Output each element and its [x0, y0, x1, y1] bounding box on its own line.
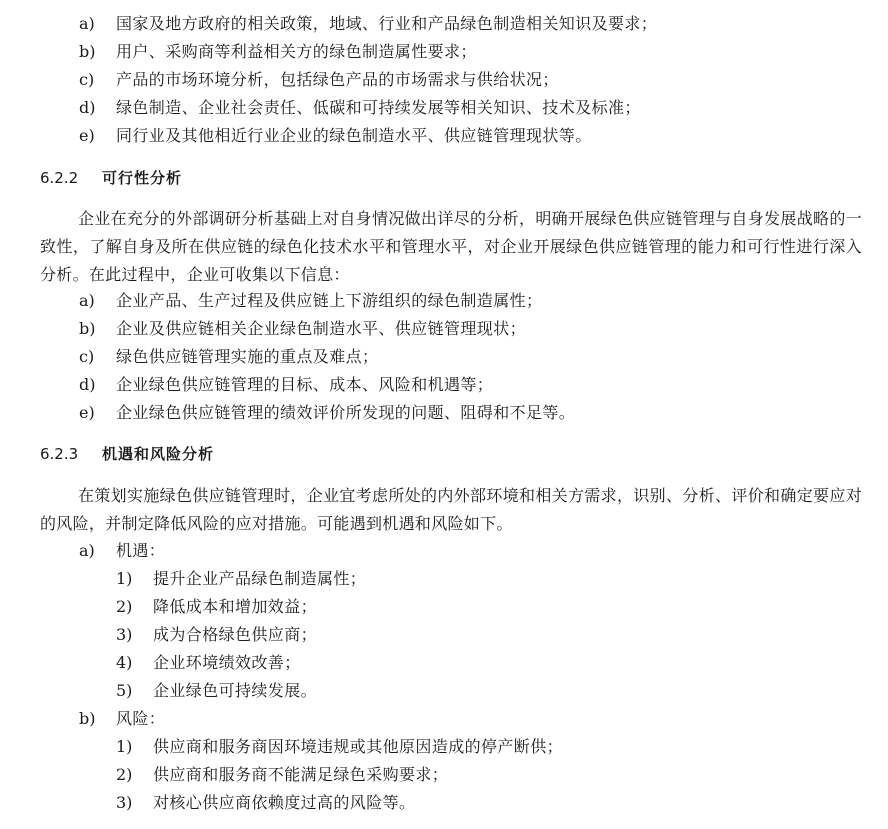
sublist-label: 5)	[116, 681, 133, 700]
sublist-text: 供应商和服务商因环境违规或其他原因造成的停产断供；	[153, 737, 564, 756]
sublist-text: 企业环境绩效改善；	[153, 653, 301, 672]
section-number: 6.2.2	[40, 169, 79, 187]
sublist-text: 降低成本和增加效益；	[153, 597, 318, 616]
list-text: 国家及地方政府的相关政策，地域、行业和产品绿色制造相关知识及要求；	[116, 14, 658, 33]
list-label: a)	[79, 14, 95, 33]
section-paragraph: 在策划实施绿色供应链管理时，企业宜考虑所处的内外部环境和相关方需求，识别、分析、评价和确定要应对的风险，并制定降低风险的应对措施。可能遇到机遇和风险如下。	[40, 486, 862, 533]
list-label: a)	[79, 541, 95, 560]
list-label: d)	[79, 98, 96, 117]
list-label: c)	[79, 347, 95, 366]
sublist-text: 对核心供应商依赖度过高的风险等。	[153, 793, 416, 812]
sublist-text: 提升企业产品绿色制造属性；	[153, 569, 367, 588]
sublist-text: 供应商和服务商不能满足绿色采购要求；	[153, 765, 449, 784]
sublist-text: 企业绿色可持续发展。	[153, 681, 318, 700]
sublist-text: 成为合格绿色供应商；	[153, 625, 318, 644]
list-label: b)	[79, 709, 96, 728]
list-text: 用户、采购商等利益相关方的绿色制造属性要求；	[116, 42, 477, 61]
sublist-label: 1)	[116, 569, 133, 588]
list-label: d)	[79, 375, 96, 394]
sublist-label: 2)	[116, 765, 133, 784]
list-text: 产品的市场环境分析，包括绿色产品的市场需求与供给状况；	[116, 70, 559, 89]
section-title: 机遇和风险分析	[102, 445, 215, 463]
list-label: c)	[79, 70, 95, 89]
list-text: 企业产品、生产过程及供应链上下游组织的绿色制造属性；	[116, 291, 543, 310]
list-label: e)	[79, 403, 95, 422]
list-label: a)	[79, 291, 95, 310]
sublist-label: 3)	[116, 625, 133, 644]
sublist-label: 3)	[116, 793, 133, 812]
list-label: b)	[79, 42, 96, 61]
section-paragraph: 企业在充分的外部调研分析基础上对自身情况做出详尽的分析，明确开展绿色供应链管理与自身发展战略的一致性，了解自身及所在供应链的绿色化技术水平和管理水平，对企业开展绿色供应链管理的能力和可行性进行深入分析。在此过程中，企业可收集以下信息：	[40, 209, 862, 284]
sublist-label: 2)	[116, 597, 133, 616]
sublist-label: 1)	[116, 737, 133, 756]
sublist-label: 4)	[116, 653, 133, 672]
list-text: 企业绿色供应链管理的目标、成本、风险和机遇等；	[116, 375, 494, 394]
list-text: 企业绿色供应链管理的绩效评价所发现的问题、阻碍和不足等。	[116, 403, 576, 422]
section-title: 可行性分析	[102, 169, 183, 187]
list-text: 绿色制造、企业社会责任、低碳和可持续发展等相关知识、技术及标准；	[116, 98, 641, 117]
list-label: b)	[79, 319, 96, 338]
list-text: 企业及供应链相关企业绿色制造水平、供应链管理现状；	[116, 319, 527, 338]
list-text: 风险：	[116, 709, 166, 728]
list-text: 同行业及其他相近行业企业的绿色制造水平、供应链管理现状等。	[116, 126, 592, 145]
list-text: 机遇：	[116, 541, 166, 560]
list-label: e)	[79, 126, 95, 145]
list-text: 绿色供应链管理实施的重点及难点；	[116, 347, 379, 366]
section-number: 6.2.3	[40, 445, 79, 463]
